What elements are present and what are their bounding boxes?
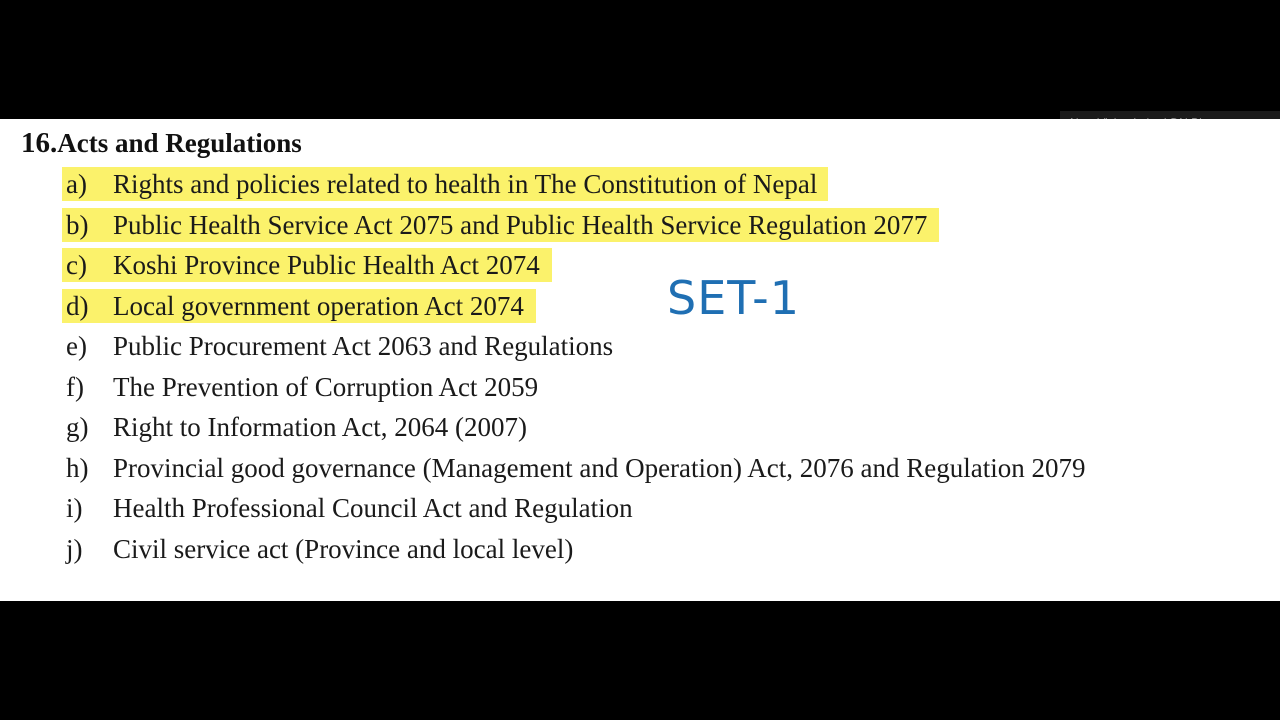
section-heading bbox=[21, 127, 302, 160]
list-item-text: Rights and policies related to health in The Constitution of Nepal bbox=[113, 169, 818, 199]
section-number: 16. bbox=[21, 127, 58, 159]
list-item-text: Civil service act (Province and local level) bbox=[113, 533, 574, 564]
list-item-text: Local government operation Act 2074 bbox=[113, 290, 524, 321]
section-title: Acts and Regulations bbox=[57, 128, 302, 158]
list-item-marker: g) bbox=[66, 412, 89, 442]
set-label: SET-1 bbox=[667, 271, 801, 325]
list-item-text: Right to Information Act, 2064 (2007) bbox=[113, 412, 527, 442]
list-item-marker: j) bbox=[66, 533, 83, 564]
list-item-marker: b) bbox=[66, 209, 89, 240]
list-item-text: Public Health Service Act 2075 and Public Health Service Regulation 2077 bbox=[113, 209, 928, 240]
list-item-text: Public Procurement Act 2063 and Regulations bbox=[113, 331, 614, 361]
list-item-marker: e) bbox=[66, 331, 87, 361]
list-item-text: Health Professional Council Act and Regulation bbox=[113, 493, 633, 523]
list-item-text: Koshi Province Public Health Act 2074 bbox=[113, 250, 540, 280]
list-item-marker: a) bbox=[66, 169, 87, 199]
list-item-marker: f) bbox=[66, 371, 84, 402]
list-item-marker: c) bbox=[66, 250, 87, 280]
list-item-marker: d) bbox=[66, 290, 89, 321]
document-slide bbox=[0, 119, 1280, 601]
list-item-marker: i) bbox=[66, 493, 83, 523]
list-item-text: The Prevention of Corruption Act 2059 bbox=[113, 371, 539, 402]
list-item-marker: h) bbox=[66, 452, 89, 483]
list-item-text: Provincial good governance (Management and Operation) Act, 2076 and Regulation 2079 bbox=[113, 452, 1086, 483]
